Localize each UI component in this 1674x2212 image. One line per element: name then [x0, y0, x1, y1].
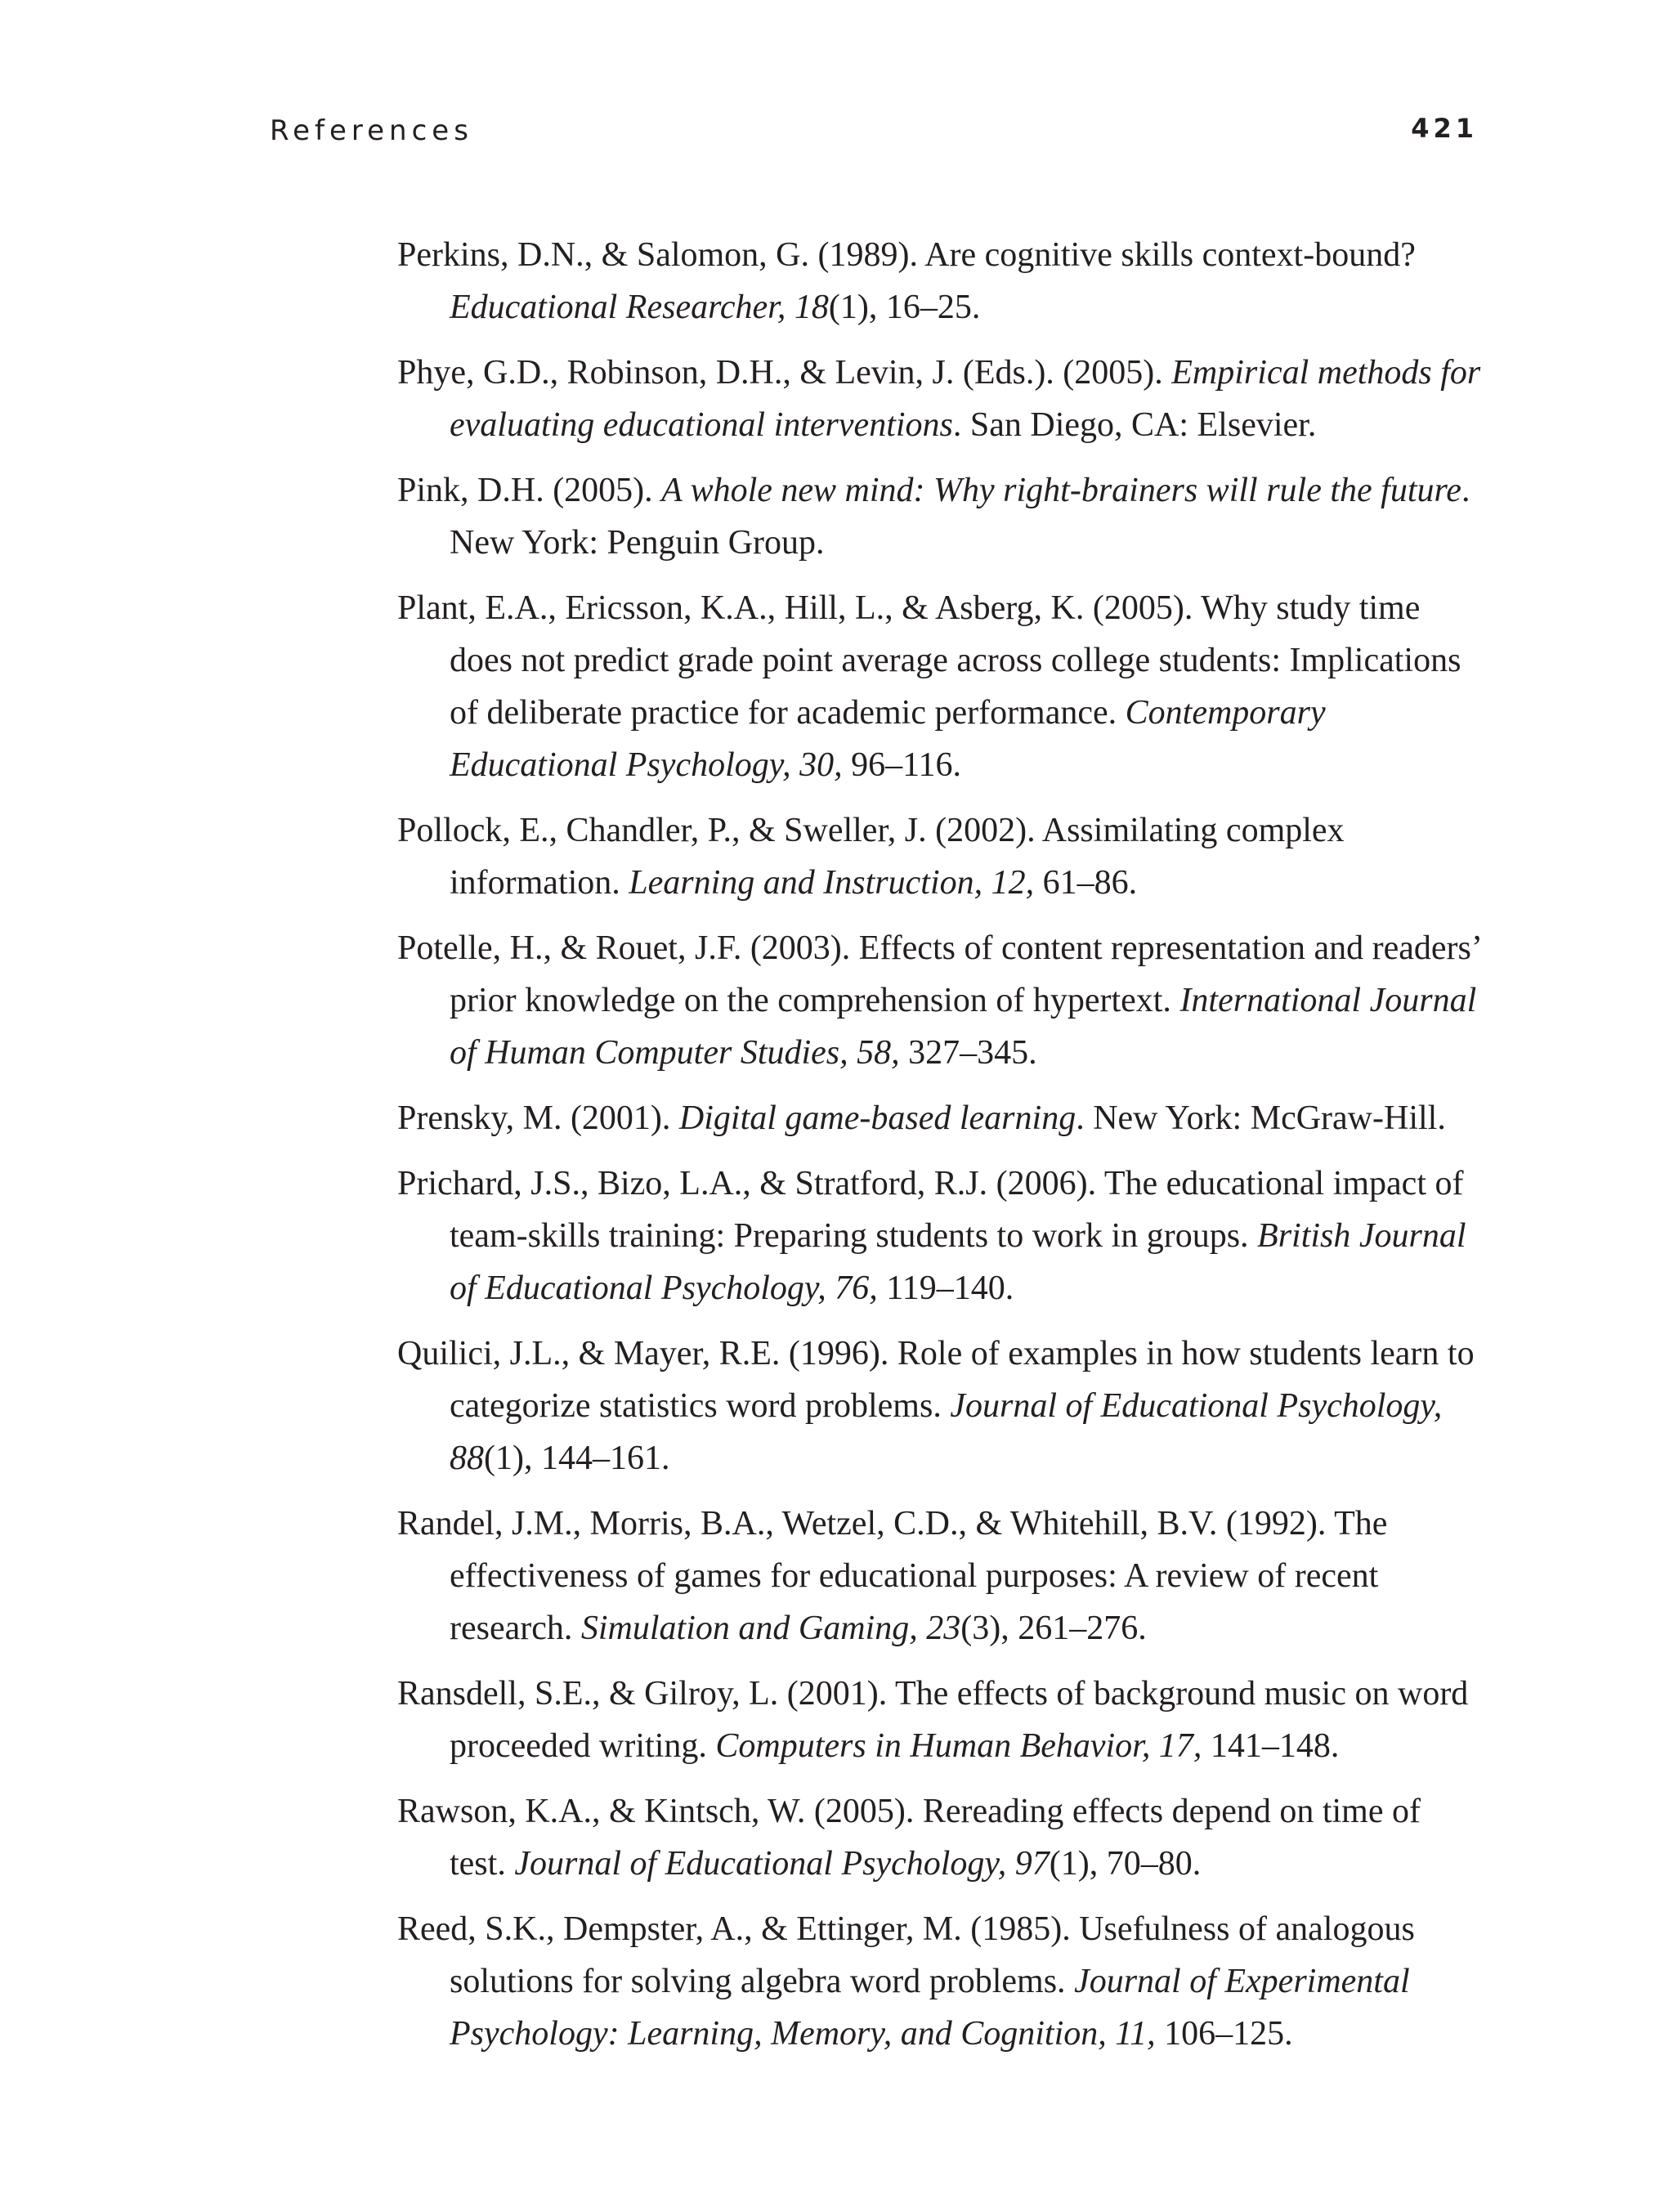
reference-italic-title: Journal of Educational Psychology, 88	[450, 1387, 1443, 1477]
reference-italic-title: Computers in Human Behavior, 17,	[715, 1727, 1202, 1765]
reference-text: Reed, S.K., Dempster, A., & Ettinger, M. (1985). Usefulness of analogous solutions for solving algebra word problems.	[397, 1910, 1415, 2000]
reference-text: Quilici, J.L., & Mayer, R.E. (1996). Role of examples in how students learn to categorize statistics word problems.	[397, 1335, 1475, 1425]
reference-text: 96–116.	[842, 746, 962, 784]
reference-text: Potelle, H., & Rouet, J.F. (2003). Effects of content representation and readers’ prior knowledge on the comprehension of hypertext.	[397, 929, 1480, 1019]
reference-text: 327–345.	[899, 1034, 1037, 1072]
reference-entry	[397, 464, 1484, 569]
reference-entry	[397, 1785, 1484, 1890]
reference-text: Pink, D.H. (2005).	[397, 472, 662, 509]
reference-entry	[397, 922, 1484, 1079]
reference-italic-title: Educational Researcher, 18	[450, 289, 829, 326]
reference-text: (1), 144–161.	[484, 1440, 670, 1477]
reference-entry	[397, 1328, 1484, 1484]
reference-text: Ransdell, S.E., & Gilroy, L. (2001). The effects of background music on word proceeded writing.	[397, 1675, 1469, 1765]
reference-text: (1), 16–25.	[828, 289, 981, 326]
reference-italic-title: A whole new mind: Why right-brainers will rule the future	[661, 472, 1461, 509]
reference-text: 61–86.	[1034, 864, 1138, 902]
reference-entry	[397, 1668, 1484, 1772]
reference-entry	[397, 1498, 1484, 1655]
reference-text: . New York: Penguin Group.	[450, 472, 1470, 562]
reference-italic-title: Contemporary Educational Psychology, 30,	[450, 694, 1326, 784]
reference-text: Perkins, D.N., & Salomon, G. (1989). Are cognitive skills context-bound?	[397, 236, 1416, 274]
reference-entry	[397, 804, 1484, 909]
reference-entry	[397, 1092, 1484, 1144]
reference-entry	[397, 1157, 1484, 1314]
reference-entry	[397, 347, 1484, 451]
reference-text: . New York: McGraw-Hill.	[1076, 1099, 1446, 1137]
reference-text: Prensky, M. (2001).	[397, 1099, 679, 1137]
reference-text: 141–148.	[1202, 1727, 1340, 1765]
reference-italic-title: Journal of Educational Psychology, 97	[514, 1845, 1050, 1883]
reference-italic-title: International Journal of Human Computer Studies, 58,	[450, 982, 1477, 1072]
reference-text: . San Diego, CA: Elsevier.	[952, 406, 1317, 444]
reference-italic-title: Empirical methods for evaluating educational interventions	[450, 354, 1481, 444]
reference-text: (3), 261–276.	[960, 1610, 1147, 1647]
reference-text: Rawson, K.A., & Kintsch, W. (2005). Rereading effects depend on time of test.	[397, 1793, 1421, 1883]
reference-text: Phye, G.D., Robinson, D.H., & Levin, J. (Eds.). (2005).	[397, 354, 1172, 392]
running-head: References	[270, 114, 473, 147]
reference-text: Prichard, J.S., Bizo, L.A., & Stratford, R.J. (2006). The educational impact of team-skills training: Preparing students to work in groups.	[397, 1165, 1464, 1255]
reference-text: 119–140.	[877, 1269, 1014, 1307]
reference-list	[397, 229, 1484, 2073]
reference-italic-title: British Journal of Educational Psychology, 76,	[450, 1217, 1466, 1307]
reference-text: Randel, J.M., Morris, B.A., Wetzel, C.D., & Whitehill, B.V. (1992). The effectiveness of games for educational purposes: A review of recent research.	[397, 1505, 1388, 1647]
reference-italic-title: Journal of Experimental Psychology: Learning, Memory, and Cognition, 11,	[450, 1963, 1410, 2053]
reference-entry	[397, 1903, 1484, 2060]
reference-entry	[397, 229, 1484, 334]
reference-entry	[397, 582, 1484, 791]
reference-text: Pollock, E., Chandler, P., & Sweller, J. (2002). Assimilating complex information.	[397, 812, 1345, 902]
reference-italic-title: Simulation and Gaming, 23	[580, 1610, 961, 1647]
reference-italic-title: Digital game-based learning	[678, 1099, 1076, 1137]
reference-text: 106–125.	[1155, 2015, 1293, 2053]
page-number: 421	[1411, 113, 1478, 144]
reference-text: (1), 70–80.	[1049, 1845, 1202, 1883]
reference-italic-title: Learning and Instruction, 12,	[629, 864, 1035, 902]
reference-text: Plant, E.A., Ericsson, K.A., Hill, L., & Asberg, K. (2005). Why study time does not predict grade point average across college students: Implications of deliberate practice for academic performance.	[397, 589, 1461, 732]
